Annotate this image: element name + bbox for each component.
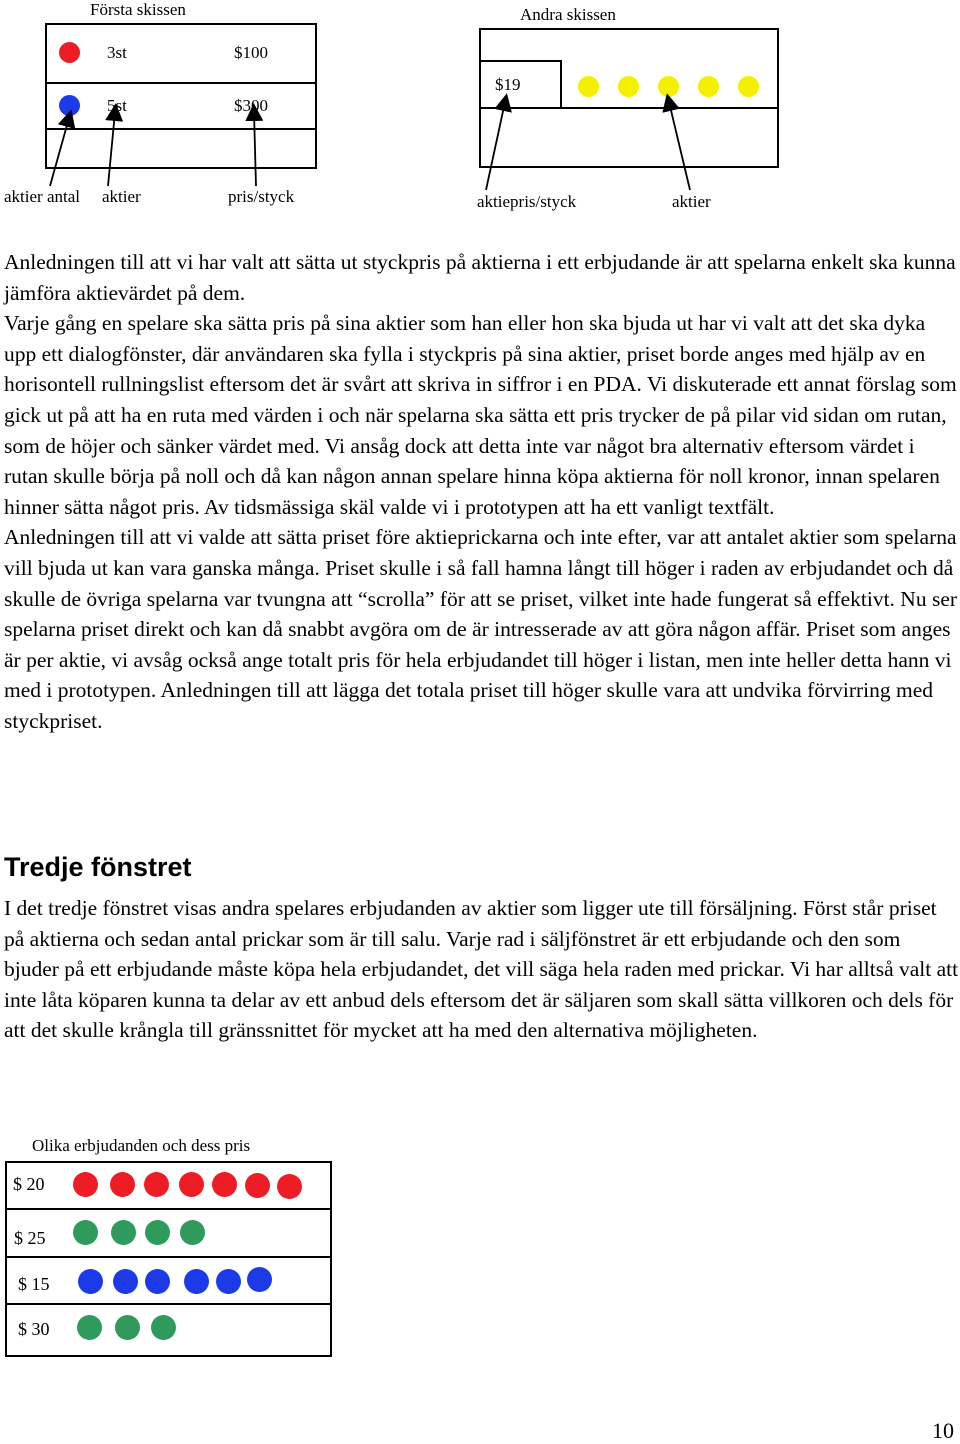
green-dot — [180, 1220, 205, 1245]
body-text — [4, 247, 960, 737]
green-dot — [73, 1220, 98, 1245]
offers-row-divider — [5, 1256, 332, 1258]
arrow-line — [108, 112, 115, 186]
paragraph: Anledningen till att vi har valt att sätta ut styckpris på aktierna i ett erbjudande är att spelarna enkelt ska kunna jämföra aktievärdet på dem. — [4, 250, 956, 305]
arrow-line — [50, 118, 69, 186]
red-dot — [245, 1173, 270, 1198]
green-dot — [145, 1220, 170, 1245]
red-dot — [110, 1172, 135, 1197]
red-dot — [73, 1172, 98, 1197]
sketch1-row2-count: 5st — [107, 96, 127, 115]
sketch1-label-count: aktier antal — [4, 187, 80, 206]
green-dot — [111, 1220, 136, 1245]
sketch1-row1-price: $100 — [234, 43, 268, 62]
red-dot — [144, 1172, 169, 1197]
green-dot — [151, 1315, 176, 1340]
offer-price: $ 15 — [18, 1274, 50, 1294]
blue-dot — [78, 1269, 103, 1294]
paragraph: I det tredje fönstret visas andra spelares erbjudanden av aktier som ligger ute till försäljning. Först står priset på aktierna och sedan antal prickar som är till salu. Varje rad i säljfönstret är ett erbjudande och den som bjuder på ett erbjudande måste köpa hela erbjudandet, det vill säga hela raden med prickar. Vi har alltså valt att inte låta köparen kunna ta delar av ett anbud dels eftersom det är säljaren som skall sätta villkoren och dels för att det skulle krångla till gränssnittet för mycket att ha med den alternativa möjligheten. — [4, 896, 959, 1043]
red-dot — [277, 1174, 302, 1199]
green-dot — [77, 1315, 102, 1340]
arrow-line — [669, 102, 690, 190]
sketch1-label-price: pris/styck — [228, 187, 295, 206]
sketch1-row1-count: 3st — [107, 43, 127, 62]
offer-price: $ 25 — [14, 1228, 46, 1248]
red-dot — [212, 1172, 237, 1197]
blue-dot — [145, 1269, 170, 1294]
blue-dot — [184, 1269, 209, 1294]
arrow-line — [486, 102, 505, 190]
offers-title: Olika erbjudanden och dess pris — [32, 1136, 251, 1155]
sketch1-title: Första skissen — [90, 0, 186, 19]
page-number: 10 — [932, 1418, 954, 1443]
offers-row-divider — [5, 1208, 332, 1210]
sketch2-price: $19 — [495, 75, 521, 94]
sketch2-label-stocks: aktier — [672, 192, 711, 211]
section-heading: Tredje fönstret — [4, 852, 192, 882]
blue-dot — [247, 1267, 272, 1292]
blue-dot — [113, 1269, 138, 1294]
sketch1-label-stocks: aktier — [102, 187, 141, 206]
paragraph: Anledningen till att vi valde att sätta priset före aktieprickarna och inte efter, var att antalet aktier som spelarna vill bjuda ut kan vara ganska många. Priset skulle i så fall hamna långt till höger i raden av erbjudandet och då skulle de övriga spelarna var tvungna att “scrolla” för att se priset, vilket inte hade fungerat så effektivt. Nu ser spelarna priset direkt och kan då snabbt avgöra om de är intresserade av att göra någon affär. Priset som anges är per aktie, vi avsåg också ange totalt pris för hela erbjudandet till höger i listan, men inte heller detta hann vi med i prototypen. Anledningen till att lägga det totala priset till höger skulle vara att undvika förvirring med styckpriset. — [4, 525, 958, 733]
section-text — [4, 893, 960, 1046]
annotation-arrows — [0, 0, 960, 240]
green-dot — [115, 1315, 140, 1340]
sketch1-row2-price: $300 — [234, 96, 268, 115]
sketch2-title: Andra skissen — [520, 5, 616, 24]
paragraph: Varje gång en spelare ska sätta pris på sina aktier som han eller hon ska bjuda ut har vi valt att det ska dyka upp ett dialogfönster, där användaren ska fylla i styckpris på sina aktier, priset borde anges med hjälp av en horisontell rullningslist eftersom det är svårt att skriva in siffror i en PDA. Vi diskuterade ett annat förslag som gick ut på att ha en ruta med värden i och när spelarna ska sätta ett pris trycker de på pilar vid sidan om rutan, som de höjer och sänker värdet med. Vi ansåg dock att detta inte var något bra alternativ eftersom värdet i rutan skulle börja på noll och då kan någon annan spelare hinna köpa aktierna för noll kronor, innan spelaren hinner sätta något pris. Av tidsmässiga skäl valde vi i prototypen att ha ett vanligt textfält. — [4, 311, 957, 519]
blue-dot — [216, 1269, 241, 1294]
offer-price: $ 20 — [13, 1174, 45, 1194]
sketch2-label-price: aktiepris/styck — [477, 192, 577, 211]
arrow-line — [254, 112, 256, 186]
red-dot — [179, 1172, 204, 1197]
offers-row-divider — [5, 1303, 332, 1305]
offer-price: $ 30 — [18, 1319, 50, 1339]
